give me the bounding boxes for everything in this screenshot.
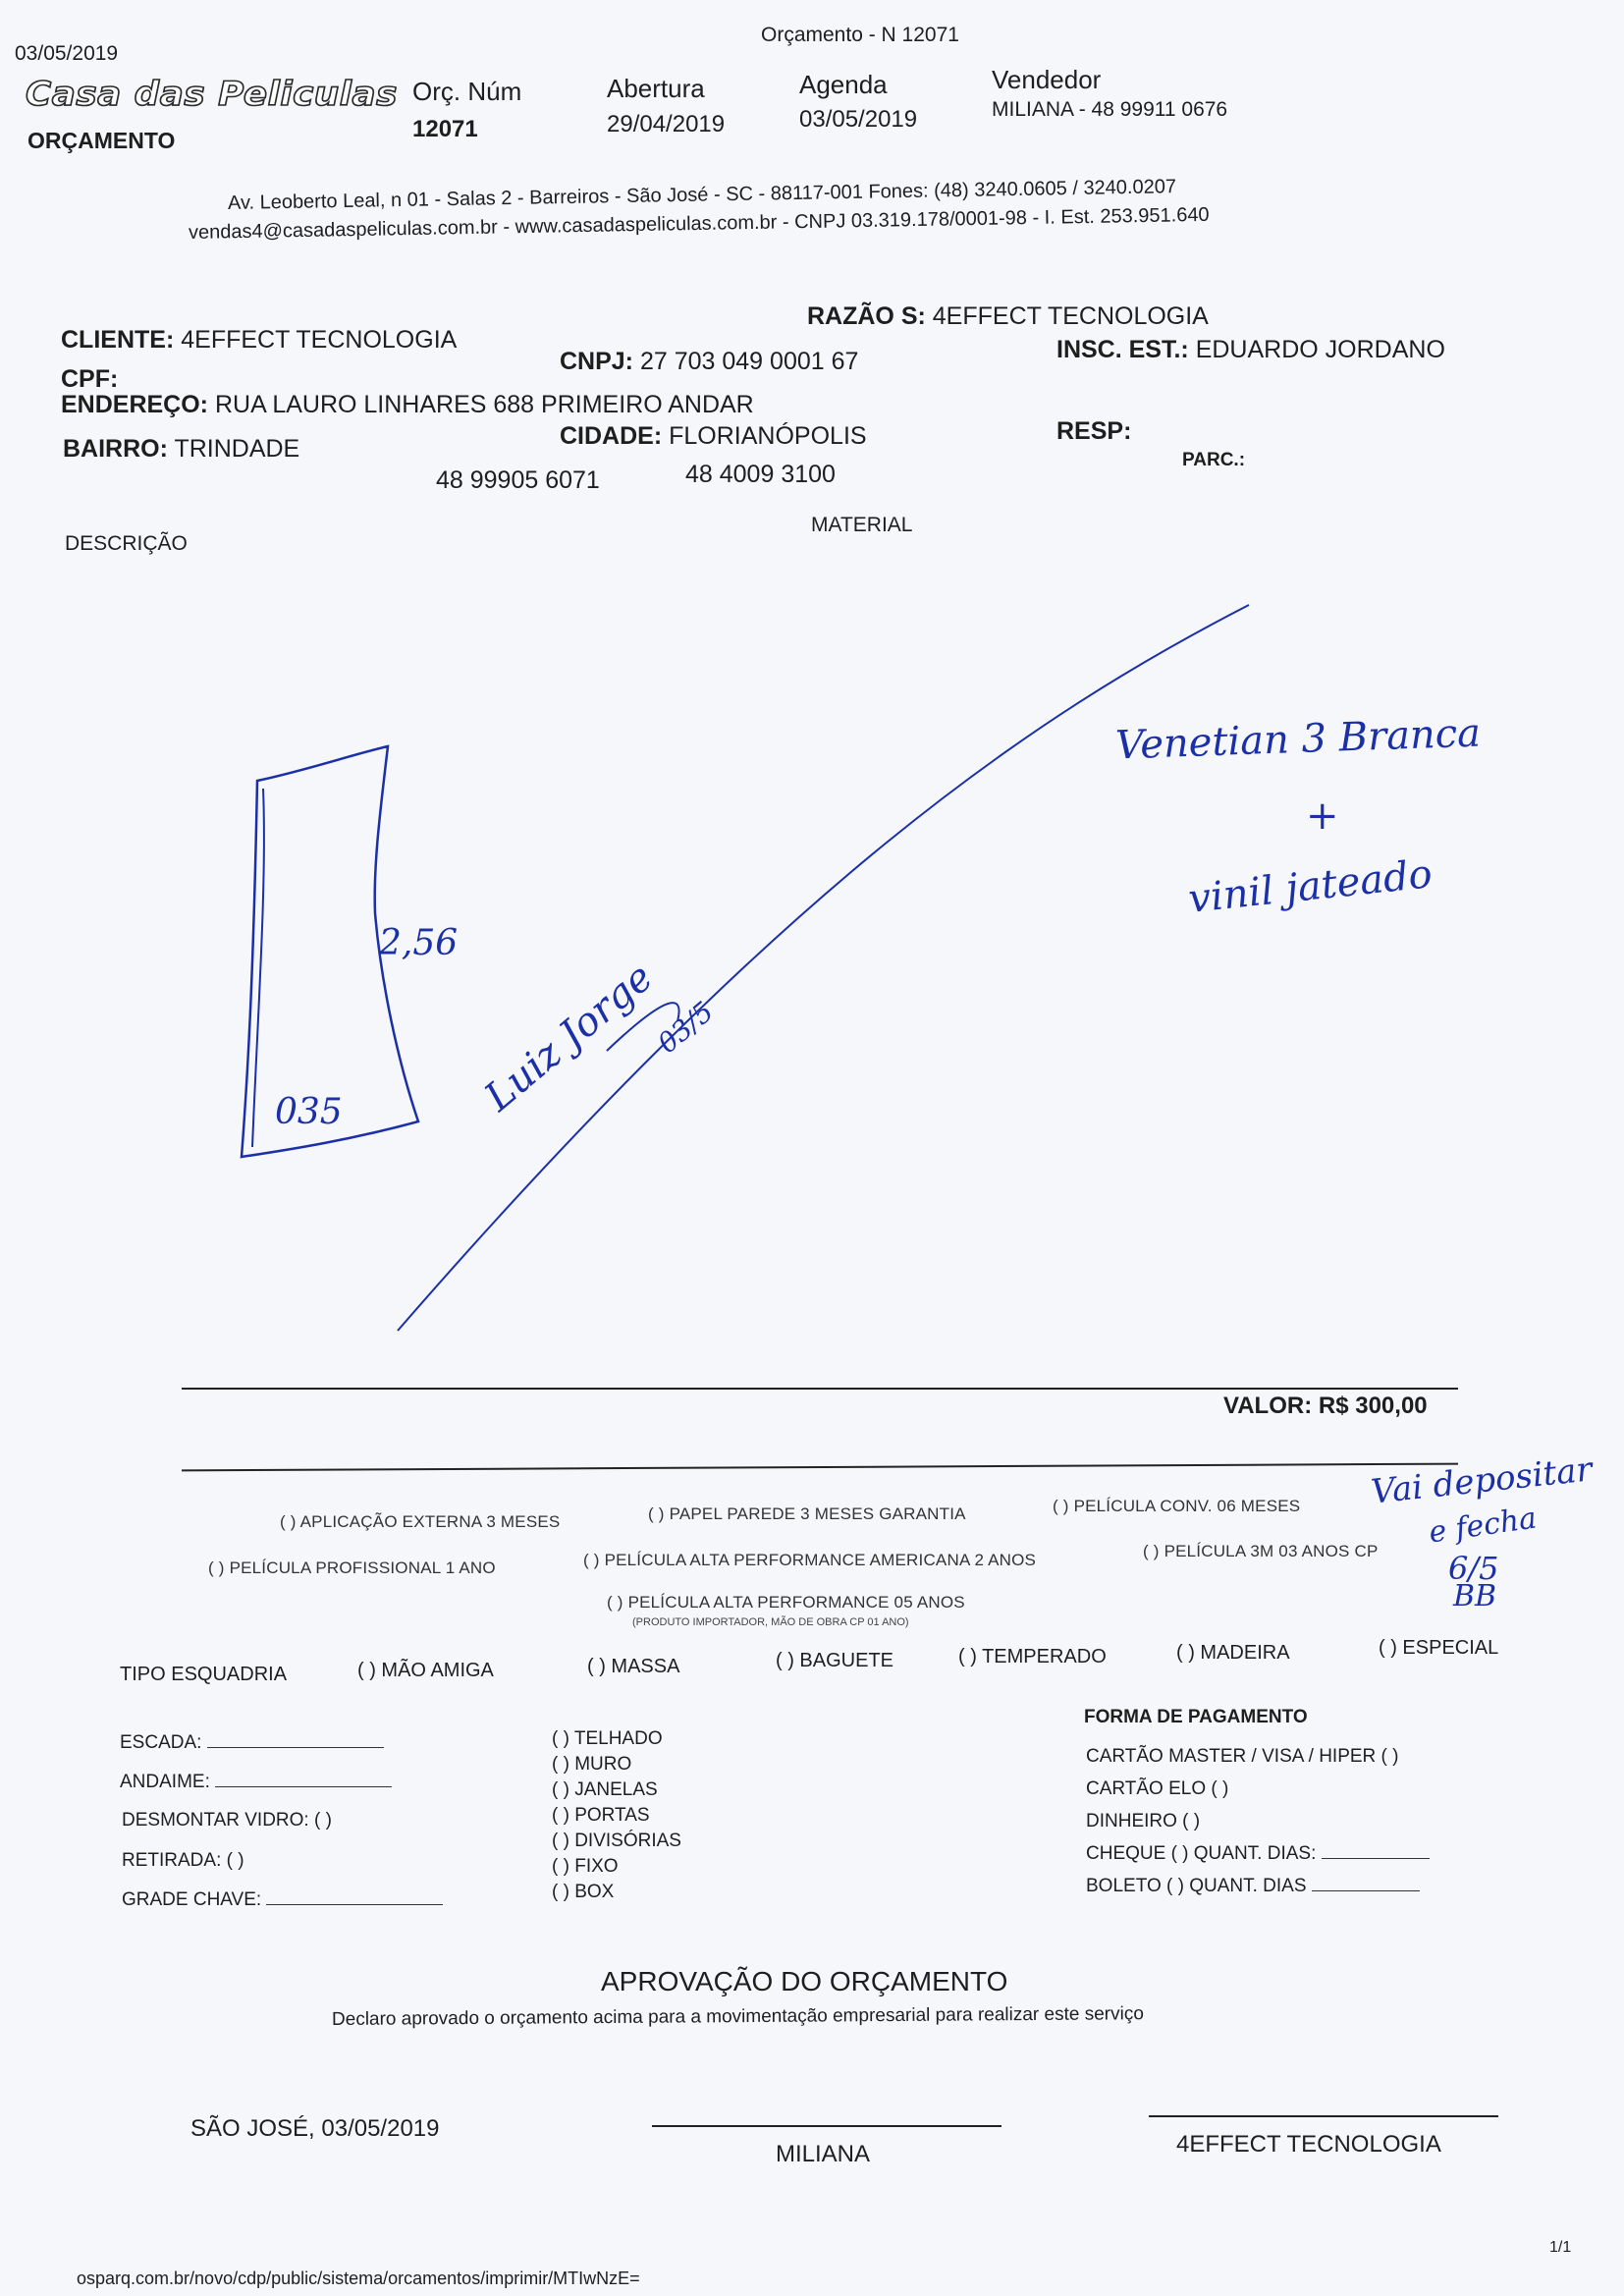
pagamento-title: FORMA DE PAGAMENTO: [1084, 1707, 1308, 1727]
bairro-value: TRINDADE: [174, 435, 300, 463]
esquadria-temperado[interactable]: ( ) TEMPERADO: [958, 1646, 1107, 1667]
endereco-value: RUA LAURO LINHARES 688 PRIMEIRO ANDAR: [214, 391, 754, 418]
print-date: 03/05/2019: [15, 42, 119, 65]
option-pelicula-conv[interactable]: ( ) PELÍCULA CONV. 06 MESES: [1053, 1497, 1301, 1515]
local-fixo[interactable]: ( ) FIXO: [552, 1856, 619, 1877]
cliente-value: 4EFFECT TECNOLOGIA: [181, 326, 458, 354]
option-aplicacao-externa[interactable]: ( ) APLICAÇÃO EXTERNA 3 MESES: [280, 1512, 561, 1531]
local-divisorias[interactable]: ( ) DIVISÓRIAS: [552, 1831, 681, 1851]
abertura-value: 29/04/2019: [607, 111, 726, 137]
escada-blank[interactable]: [207, 1733, 384, 1748]
pagamento-cheque-label: CHEQUE ( ) QUANT. DIAS:: [1086, 1843, 1317, 1864]
razao-label: RAZÃO S:: [807, 302, 926, 330]
place-date: SÃO JOSÉ, 03/05/2019: [190, 2115, 440, 2142]
sketch-width: 035: [275, 1092, 343, 1132]
orc-num-label: Orç. Núm: [412, 77, 522, 106]
andaime-field[interactable]: [120, 1772, 392, 1793]
client-signature: Luiz Jorge: [476, 955, 662, 1121]
insc-value: EDUARDO JORDANO: [1195, 336, 1445, 363]
esquadria-baguete[interactable]: ( ) BAGUETE: [776, 1650, 894, 1671]
andaime-blank[interactable]: [215, 1773, 392, 1787]
cpf-label: CPF:: [61, 365, 119, 393]
cliente-label: CLIENTE:: [61, 326, 175, 354]
escada-label: ESCADA:: [120, 1732, 202, 1753]
company-logo: Casa das Peliculas: [26, 75, 398, 114]
signature-line-2: [1149, 2115, 1498, 2117]
local-list: [552, 1726, 768, 1905]
local-portas[interactable]: ( ) PORTAS: [552, 1805, 650, 1826]
desmontar-field[interactable]: [122, 1810, 332, 1831]
retirada-label: RETIRADA:: [122, 1850, 222, 1871]
footer-url[interactable]: osparq.com.br/novo/cdp/public/sistema/orcamentos/imprimir/MTIwNzE=: [77, 2269, 640, 2288]
esquadria-especial[interactable]: ( ) ESPECIAL: [1379, 1637, 1499, 1659]
option-pelicula-alta-americana[interactable]: ( ) PELÍCULA ALTA PERFORMANCE AMERICANA 2 ANOS: [583, 1551, 1037, 1569]
valor-top-rule: [182, 1388, 1458, 1390]
valor-field: [1223, 1393, 1428, 1420]
option-pelicula-3m[interactable]: ( ) PELÍCULA 3M 03 ANOS CP: [1143, 1542, 1379, 1560]
valor-value: R$ 300,00: [1318, 1393, 1428, 1419]
cidade-label: CIDADE:: [560, 422, 663, 450]
desmontar-checkbox[interactable]: ( ): [314, 1810, 332, 1831]
esquadria-madeira[interactable]: ( ) MADEIRA: [1176, 1642, 1290, 1664]
vendedor-label: Vendedor: [992, 65, 1102, 94]
razao-value: 4EFFECT TECNOLOGIA: [932, 302, 1209, 330]
signatory-2: 4EFFECT TECNOLOGIA: [1176, 2131, 1441, 2158]
option-pelicula-alta-05-note: (PRODUTO IMPORTADOR, MÃO DE OBRA CP 01 ANO): [632, 1616, 909, 1628]
agenda-value: 03/05/2019: [799, 106, 918, 133]
margin-note-line2: e fecha: [1427, 1501, 1540, 1551]
cidade-value: FLORIANÓPOLIS: [669, 422, 867, 450]
material-label: MATERIAL: [811, 514, 913, 536]
company-address: Av. Leoberto Leal, n 01 - Salas 2 - Barreiros - São José - SC - 88117-001 Fones: (48) 3240.0605 / 3240.0207: [227, 176, 1177, 214]
signature-line-1: [652, 2125, 1001, 2127]
grade-chave-field[interactable]: [122, 1889, 443, 1911]
company-contact: vendas4@casadaspeliculas.com.br - www.casadaspeliculas.com.br - CNPJ 03.319.178/0001-98 - I. Est. 253.951.640: [188, 203, 1210, 244]
valor-label: VALOR:: [1223, 1393, 1313, 1419]
cnpj-value: 27 703 049 0001 67: [639, 348, 859, 375]
desmontar-label: DESMONTAR VIDRO:: [122, 1810, 309, 1831]
escada-field[interactable]: [120, 1732, 384, 1754]
local-muro[interactable]: ( ) MURO: [552, 1754, 632, 1775]
local-box[interactable]: ( ) BOX: [552, 1882, 615, 1902]
pagamento-cartao-elo[interactable]: CARTÃO ELO ( ): [1086, 1778, 1229, 1799]
cnpj-label: CNPJ:: [560, 348, 634, 375]
insc-label: INSC. EST.:: [1056, 336, 1189, 363]
option-papel-parede[interactable]: ( ) PAPEL PAREDE 3 MESES GARANTIA: [648, 1504, 966, 1523]
pagamento-boleto[interactable]: [1086, 1870, 1430, 1902]
boleto-dias-blank[interactable]: [1312, 1877, 1420, 1891]
cheque-dias-blank[interactable]: [1322, 1844, 1430, 1859]
retirada-field[interactable]: [122, 1850, 244, 1872]
document-title: Orçamento - N 12071: [761, 24, 959, 46]
vendedor-value: MILIANA - 48 99911 0676: [992, 98, 1228, 121]
pagamento-cartao-master[interactable]: CARTÃO MASTER / VISA / HIPER ( ): [1086, 1746, 1399, 1767]
grade-chave-label: GRADE CHAVE:: [122, 1889, 262, 1910]
local-telhado[interactable]: ( ) TELHADO: [552, 1728, 663, 1749]
material-note-plus: +: [1306, 793, 1339, 839]
esquadria-mao-amiga[interactable]: ( ) MÃO AMIGA: [357, 1660, 494, 1681]
esquadria-massa[interactable]: ( ) MASSA: [587, 1656, 680, 1677]
phone-1: 48 99905 6071: [436, 466, 600, 494]
signature-date: 03/5: [651, 995, 720, 1061]
pagamento-list: [1086, 1740, 1430, 1902]
andaime-label: ANDAIME:: [120, 1772, 210, 1792]
signatory-1: MILIANA: [776, 2141, 871, 2167]
tipo-esquadria-label: TIPO ESQUADRIA: [120, 1664, 288, 1685]
margin-note-line3: 6/5: [1448, 1550, 1499, 1587]
retirada-checkbox[interactable]: ( ): [226, 1850, 244, 1871]
bairro-label: BAIRRO:: [63, 435, 168, 463]
pagamento-dinheiro[interactable]: DINHEIRO ( ): [1086, 1811, 1201, 1831]
agenda-label: Agenda: [799, 70, 888, 99]
document-type: ORÇAMENTO: [27, 128, 176, 153]
margin-note-line4: BB: [1453, 1579, 1497, 1613]
margin-note-line1: Vai depositar: [1369, 1449, 1595, 1512]
sketch-inner-line: [252, 789, 264, 1147]
endereco-label: ENDEREÇO:: [61, 391, 209, 418]
sketch-height: 2,56: [379, 923, 459, 963]
aprovacao-title: APROVAÇÃO DO ORÇAMENTO: [601, 1966, 1008, 1996]
resp-label: RESP:: [1056, 417, 1132, 445]
aprovacao-text: Declaro aprovado o orçamento acima para a movimentação empresarial para realizar este serviço: [331, 2003, 1144, 2030]
abertura-label: Abertura: [607, 74, 705, 103]
option-pelicula-profissional[interactable]: ( ) PELÍCULA PROFISSIONAL 1 ANO: [208, 1558, 496, 1577]
material-note-line1: Venetian 3 Branca: [1114, 710, 1482, 769]
grade-chave-blank[interactable]: [266, 1890, 443, 1905]
parc-label: PARC.:: [1182, 450, 1246, 470]
option-pelicula-alta-05[interactable]: ( ) PELÍCULA ALTA PERFORMANCE 05 ANOS: [607, 1593, 965, 1612]
local-janelas[interactable]: ( ) JANELAS: [552, 1779, 658, 1800]
pagamento-boleto-label: BOLETO ( ) QUANT. DIAS: [1086, 1876, 1307, 1896]
pagamento-cheque[interactable]: [1086, 1837, 1430, 1870]
strike-line: [398, 605, 1249, 1331]
page-number: 1/1: [1549, 2239, 1572, 2256]
material-note-line2: vinil jateado: [1186, 851, 1435, 922]
phone-2: 48 4009 3100: [685, 461, 836, 488]
orc-num-value: 12071: [412, 116, 478, 142]
descricao-label: DESCRIÇÃO: [65, 532, 188, 555]
